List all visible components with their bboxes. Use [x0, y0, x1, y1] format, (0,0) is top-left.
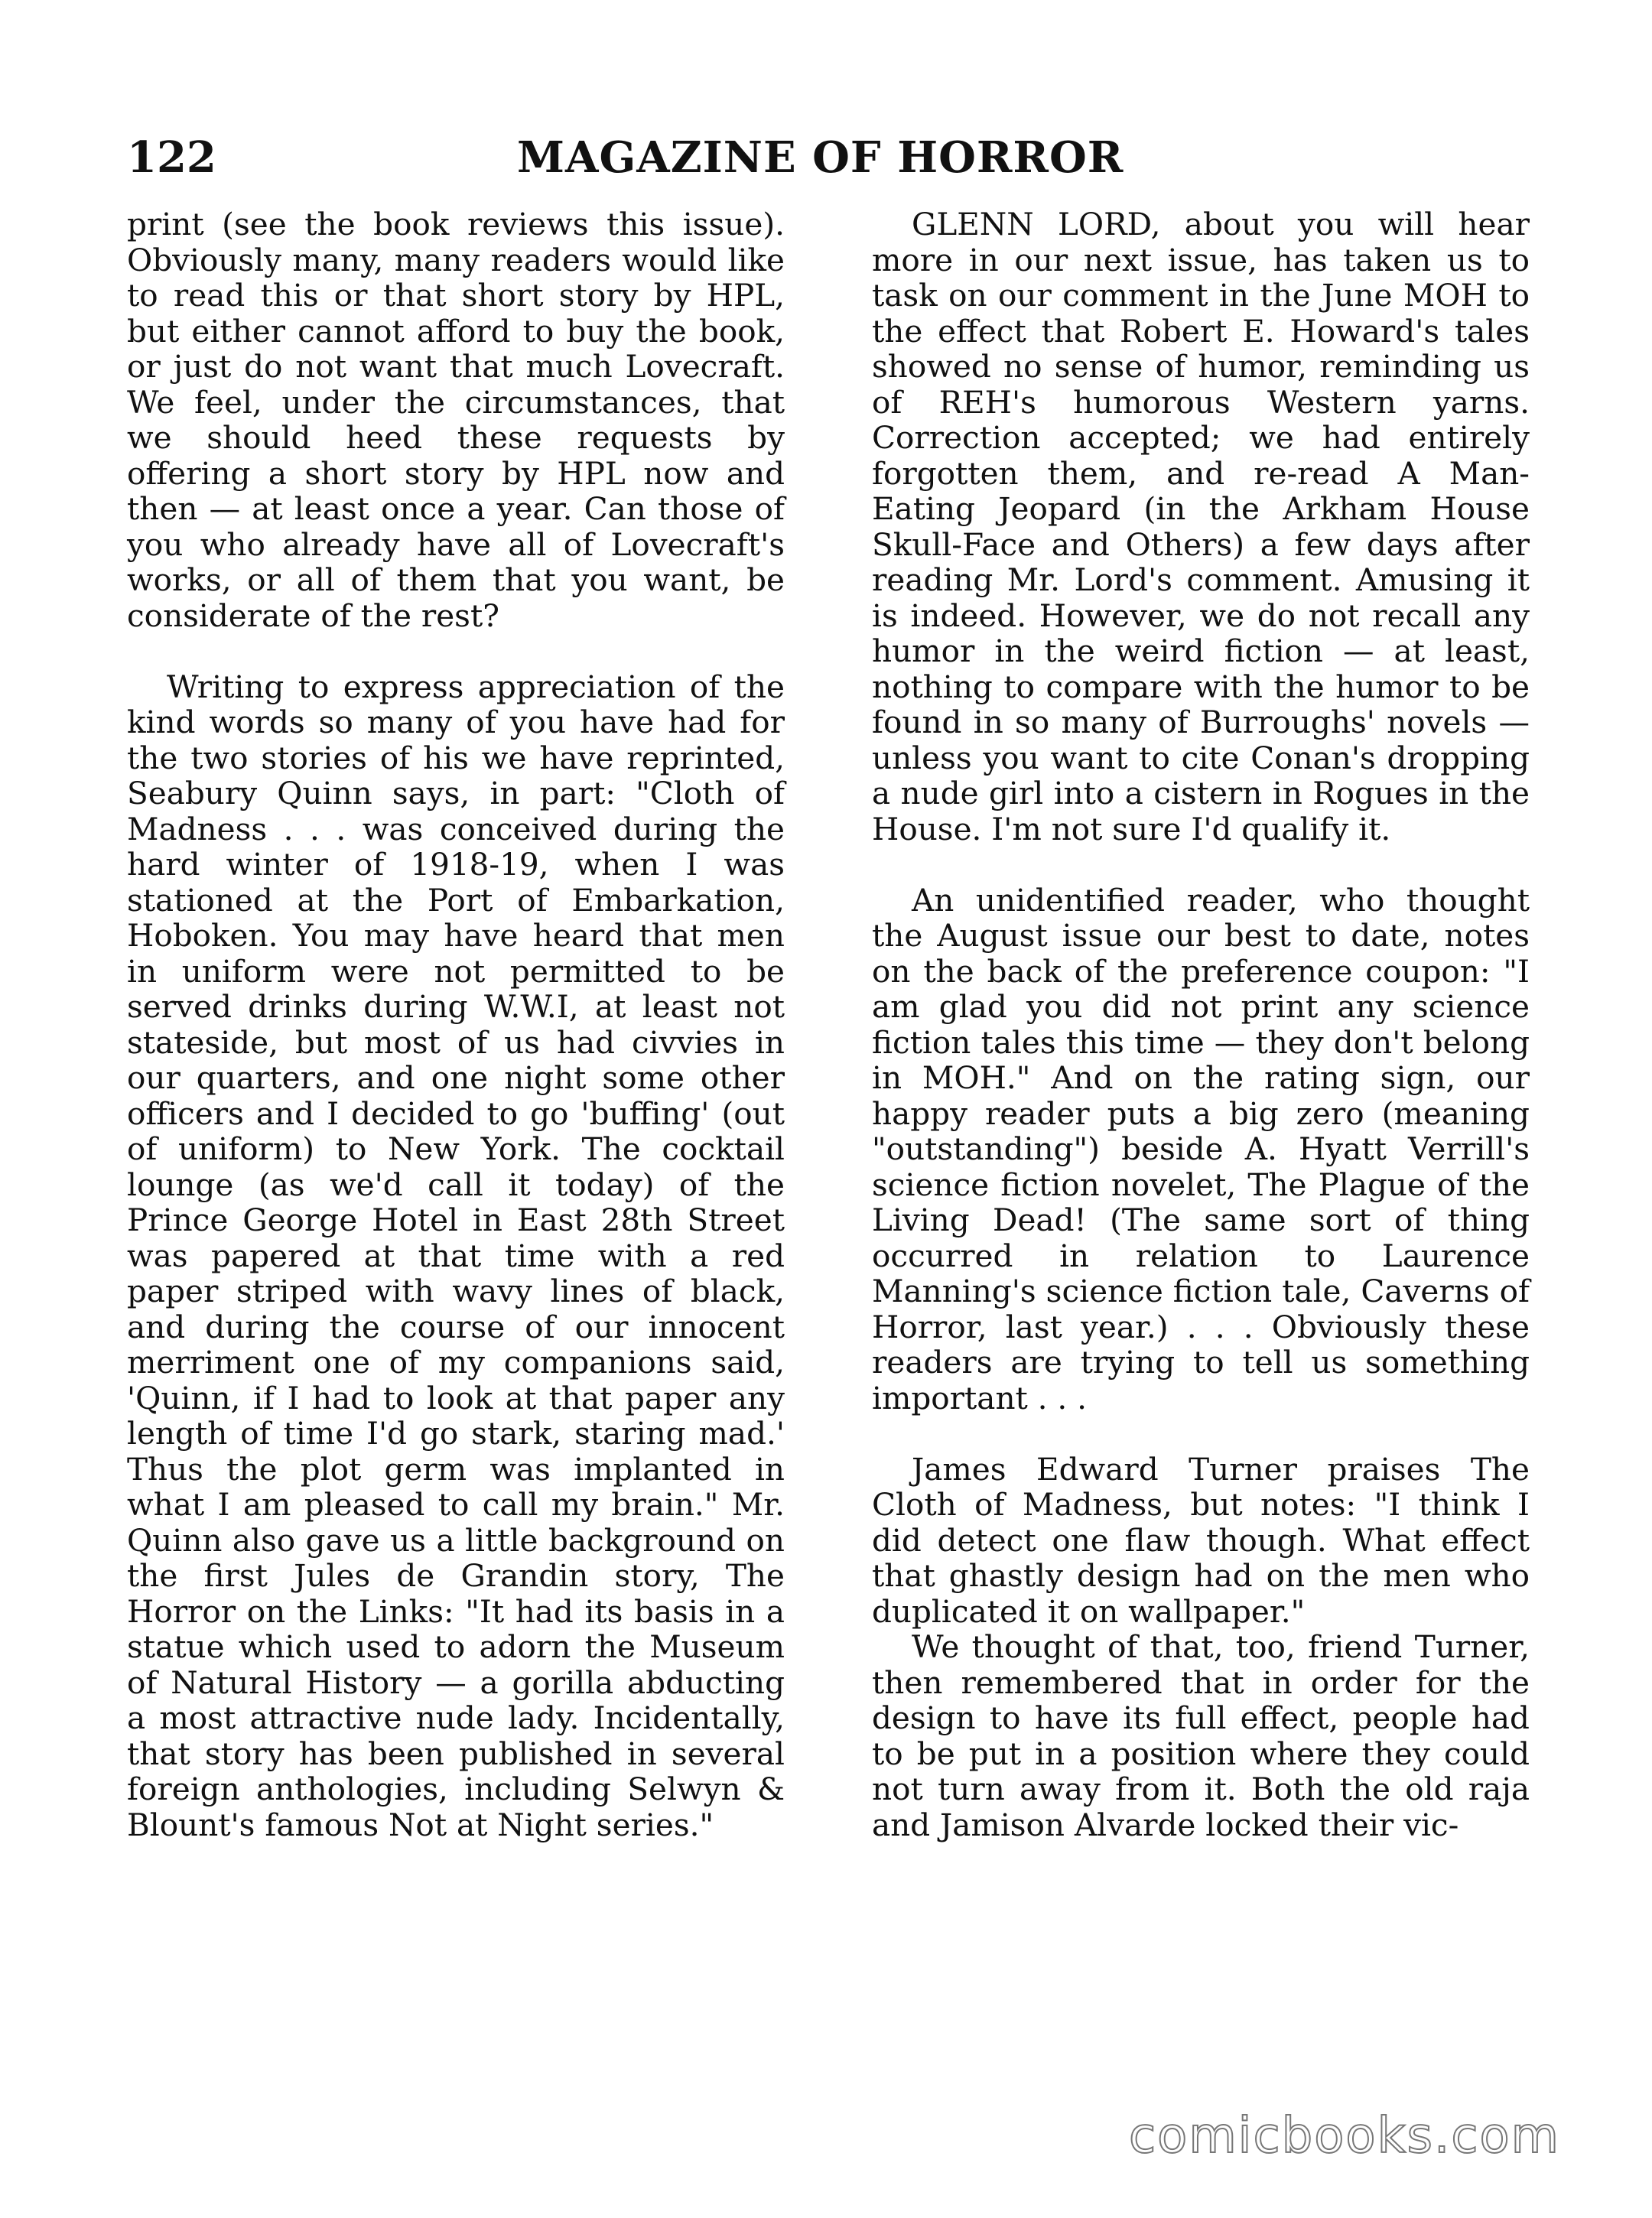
paragraph-unidentified-reader: An unidentified reader, who thought the August issue our best to date, notes on the back of the preference coupon: "I am glad you did not print any science fiction tales this time — they don't belong in MOH." And on the rating sign, our happy reader puts a big zero (meaning "outstanding") beside A. Hyatt Verrill's science fiction novelet, The Plague of the Living Dead! (The same sort of thing occurred in relation to Laurence Manning's science fiction tale, Caverns of Horror, last year.) . . . Obviously these readers are trying to tell us something important . . .: [872, 881, 1530, 1416]
page-number: 122: [127, 132, 216, 183]
page-header: [127, 127, 1534, 188]
paragraph-hpl-requests: print (see the book reviews this issue). Obviously many, many readers would like to read this or that short story by HPL, but either cannot afford to buy the book, or just do not want that much Lovecraft. We feel, under the circumstances, that we should heed these requests by offering a short story by HPL now and then — at least once a year. Can those of you who already have all of Lovecraft's works, or all of them that you want, be considerate of the rest?: [127, 206, 785, 634]
paragraph-editor-reply: We thought of that, too, friend Turner, then remembered that in order for the design to have its full effect, people had to be put in a position where they could not turn away from it. Both the old raja and Jamison Alvarde locked their vic-: [872, 1628, 1530, 1843]
left-column: [127, 207, 785, 1842]
watermark-logo: comicbooks.com: [1128, 2108, 1560, 2164]
magazine-title: MAGAZINE OF HORROR: [517, 132, 1124, 183]
paragraph-james-turner: James Edward Turner praises The Cloth of Madness, but notes: "I think I did detect one flaw though. What effect that ghastly design had on the men who duplicated it on wallpaper.": [872, 1450, 1530, 1630]
paragraph-glenn-lord: GLENN LORD, about you will hear more in our next issue, has taken us to task on our comment in the June MOH to the effect that Robert E. Howard's tales showed no sense of humor, reminding us of REH's humorous Western yarns. Correction accepted; we had entirely forgotten them, and re-read A Man-Eating Jeopard (in the Arkham House Skull-Face and Others) a few days after reading Mr. Lord's comment. Amusing it is indeed. However, we do not recall any humor in the weird fiction — at least, nothing to compare with the humor to be found in so many of Burroughs' novels — unless you want to cite Conan's dropping a nude girl into a cistern in Rogues in the House. I'm not sure I'd qualify it.: [872, 206, 1530, 847]
paragraph-seabury-quinn: Writing to express appreciation of the kind words so many of you have had for the two stories of his we have reprinted, Seabury Quinn says, in part: "Cloth of Madness . . . was conceived during the hard winter of 1918-19, when I was stationed at the Port of Embarkation, Hoboken. You may have heard that men in uniform were not permitted to be served drinks during W.W.I, at least not stateside, but most of us had civvies in our quarters, and one night some other officers and I decided to go 'buffing' (out of uniform) to New York. The cocktail lounge (as we'd call it today) of the Prince George Hotel in East 28th Street was papered at that time with a red paper striped with wavy lines of black, and during the course of our innocent merriment one of my companions said, 'Quinn, if I had to look at that paper any length of time I'd go stark, staring mad.' Thus the plot germ was implanted in what I am pleased to call my brain." Mr. Quinn also gave us a little background on the first Jules de Grandin story, The Horror on the Links: "It had its basis in a statue which used to adorn the Museum of Natural History — a gorilla abducting a most attractive nude lady. Incidentally, that story has been published in several foreign anthologies, including Selwyn & Blount's famous Not at Night series.": [127, 668, 785, 1843]
right-column: [872, 207, 1530, 1842]
